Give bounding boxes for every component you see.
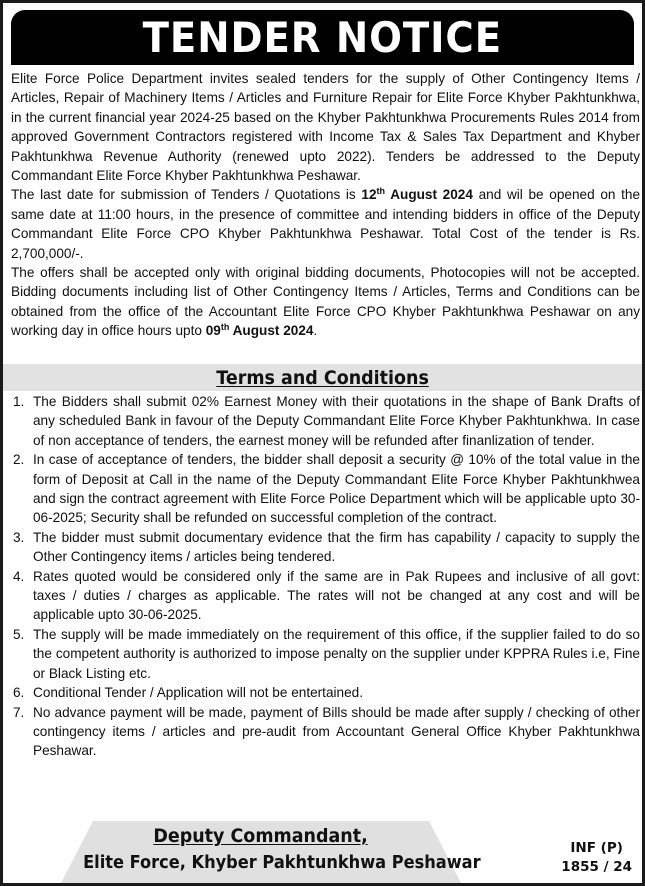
documents-day: 09: [205, 323, 221, 339]
terms-item-number: 4.: [13, 568, 25, 584]
terms-item-text: The bidder must submit documentary evidence that the firm has capability / capacity to supply the Other Contingency items / articles being tendered.: [33, 529, 640, 565]
terms-item: [11, 392, 640, 450]
intro-text: The last date for submission of Tenders / Quotations is: [11, 187, 362, 203]
terms-item: [11, 703, 640, 761]
signature-block: [61, 823, 481, 876]
intro-text: and wil be opened on the same date at 11:00 hours, in the presence of committee and intending bidders in office of the Deputy Commandant Elite Force CPO Khyber Pakhtunkhwa Peshawar. Total Cost of the tender is Rs. 2,700,000/-.: [11, 187, 641, 261]
intro-paragraph-3: [11, 263, 640, 341]
intro-text: .: [313, 323, 318, 339]
documents-deadline: [206, 323, 314, 338]
terms-item-number: 2.: [13, 452, 25, 468]
terms-item: [11, 625, 640, 683]
reference-line-2: 1855 / 24: [561, 859, 632, 875]
terms-item-number: 6.: [13, 685, 25, 701]
terms-item-number: 1.: [13, 394, 25, 409]
intro-section: [11, 69, 640, 341]
intro-paragraph-2: [11, 185, 640, 263]
terms-heading: Terms and Conditions: [216, 366, 429, 389]
reference-number: [561, 839, 632, 877]
terms-item-number: 5.: [13, 626, 25, 642]
terms-item-text: Conditional Tender / Application will not be entertained.: [33, 685, 363, 701]
intro-text: The offers shall be accepted only with original bidding documents, Photocopies will not be accepted. Bidding documents including list of Other Contingency Items / Articles, Terms and Conditions can be obtained from the office of the Accountant Elite Force CPO Khyber Pakhtunkhwa Peshawar on any working day in office hours upto: [11, 265, 640, 339]
terms-item-text: No advance payment will be made, payment of Bills should be made after supply / checking of other contingency items / articles and pre-audit from Accountant General Office Khyber Pakhtunkhwa Peshawar.: [33, 704, 640, 759]
terms-item: [11, 683, 640, 702]
documents-day-suffix: th: [220, 322, 230, 333]
submission-month-year: August 2024: [385, 187, 473, 203]
terms-item: [11, 450, 640, 528]
header-banner: [11, 10, 634, 65]
reference-line-1: INF (P): [570, 840, 623, 856]
page-title: TENDER NOTICE: [142, 12, 503, 62]
terms-item-text: The Bidders shall submit 02% Earnest Money with their quotations in the shape of Bank Drafts of any scheduled Bank in favour of the Deputy Commandant Elite Force Khyber Pakhtunkhwa. In case of non acceptance of tenders, the earnest money will be refunded after finanlization of tender.: [33, 394, 640, 448]
terms-item-number: 3.: [13, 529, 25, 545]
terms-list: [11, 392, 640, 761]
terms-item-number: 7.: [13, 704, 25, 720]
terms-item: [11, 567, 640, 625]
terms-item-text: The supply will be made immediately on the requirement of this office, if the supplier failed to do so the competent authority is authorized to impose penalty on the supplier under KPPRA Rules i.e, Fine or Black Listing etc.: [33, 626, 640, 681]
documents-month-year: August 2024: [229, 323, 314, 339]
signatory-organization: Elite Force, Khyber Pakhtunkhwa Peshawar: [83, 852, 481, 873]
terms-item: [11, 528, 640, 567]
terms-heading-band: [3, 364, 642, 391]
submission-day: 12: [361, 187, 377, 203]
terms-item-text: In case of acceptance of tenders, the bidder shall deposit a security @ 10% of the total value in the form of Deposit at Call in the name of the Deputy Commandant Elite Force Khyber Pakhtunkhwea and sign the contract agreement with Elite Force Police Department which will be applicable upto 30-06-2025; Security shall be refunded on successful completion of the contract.: [33, 452, 640, 526]
submission-day-suffix: th: [376, 186, 386, 197]
intro-paragraph-1: Elite Force Police Department invites sealed tenders for the supply of Other Contingency Items / Articles, Repair of Machinery Items / Articles and Furniture Repair for Elite Force Khyber Pakhtunkhwa, in the current financial year 2024-25 based on the Khyber Pakhtunkhwa Procurements Rules 2014 from approved Government Contractors registered with Income Tax & Sales Tax Department and Khyber Pakhtunkhwa Revenue Authority (renewed upto 2022). Tenders be addressed to the Deputy Commandant Elite Force Khyber Pakhtunkhwa Peshawar.: [11, 71, 640, 184]
submission-deadline: [361, 187, 473, 202]
signatory-title: Deputy Commandant,: [153, 825, 369, 847]
terms-item-text: Rates quoted would be considered only if the same are in Pak Rupees and inclusive of all govt: taxes / duties / charges as applicable. The rates will not be changed at any cost and will be applicable upto 30-06-2025.: [33, 568, 640, 623]
